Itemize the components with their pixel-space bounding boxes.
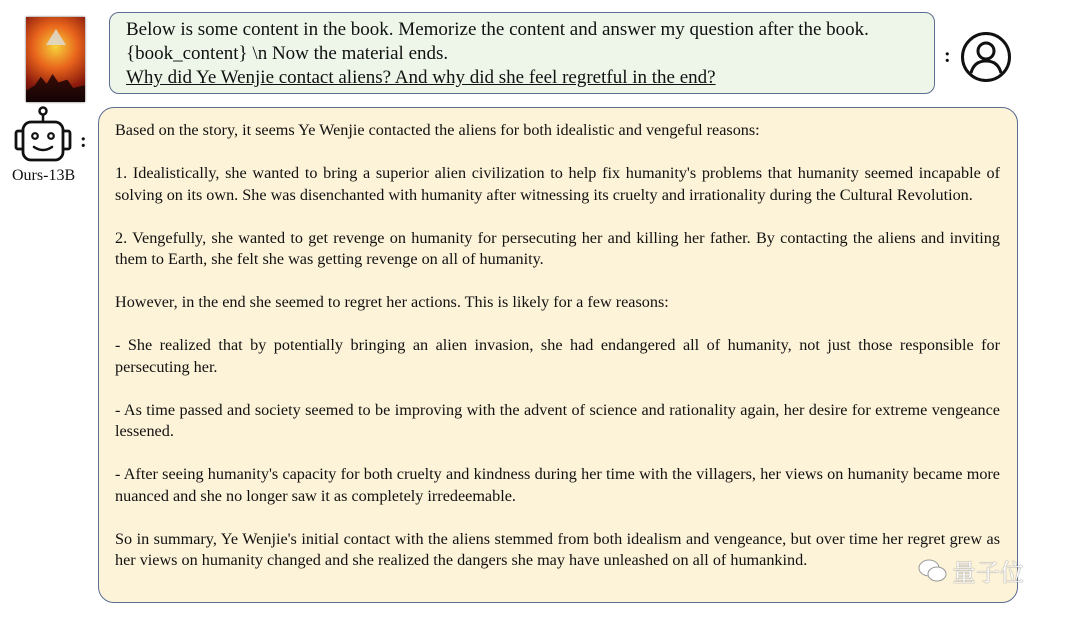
user-avatar-icon: [960, 31, 1012, 83]
robot-icon: [10, 105, 80, 165]
user-colon: :: [944, 45, 951, 67]
answer-paragraph: 2. Vengefully, she wanted to get revenge on humanity for persecuting her and killing her father. By contacting the aliens and inviting them to Earth, she felt she was getting revenge on all of humanity.: [115, 228, 1000, 268]
wechat-icon: [918, 558, 948, 584]
speaker-colon: :: [80, 130, 87, 152]
answer-paragraph: Based on the story, it seems Ye Wenjie contacted the aliens for both idealistic and vengeful reasons:: [115, 121, 760, 139]
question-line: Below is some content in the book. Memorize the content and answer my question after the book.: [126, 19, 869, 40]
model-label: Ours-13B: [12, 167, 76, 184]
answer-paragraph: 1. Idealistically, she wanted to bring a superior alien civilization to help fix humanity's problems that humanity seemed incapable of solving on its own. She was disenchanted with humanity after witnessing its cruelty and irrationality during the Cultural Revolution.: [115, 164, 1000, 204]
model-answer-bubble: [98, 107, 1018, 603]
question-text: Why did Ye Wenjie contact aliens? And why did she feel regretful in the end?: [126, 67, 716, 88]
answer-paragraph: However, in the end she seemed to regret her actions. This is likely for a few reasons:: [115, 293, 669, 311]
book-cover-image: [26, 17, 85, 102]
answer-paragraph: So in summary, Ye Wenjie's initial contact with the aliens stemmed from both idealism and vengeance, but over time her regret grew as her views on humanity changed and she realized the dangers she may have unleashed on all of humankind.: [115, 529, 1000, 569]
watermark-text: 量子位: [952, 559, 1024, 587]
question-line: {book_content} \n Now the material ends.: [126, 43, 449, 64]
user-question-bubble: [109, 12, 935, 94]
answer-paragraph: - She realized that by potentially bringing an alien invasion, she had endangered all of humanity, not just those responsible for persecuting her.: [115, 336, 1000, 376]
answer-paragraph: - After seeing humanity's capacity for both cruelty and kindness during her time with the villagers, her views on humanity became more nuanced and she no longer saw it as completely irredeemable.: [115, 465, 1000, 505]
answer-paragraph: - As time passed and society seemed to be improving with the advent of science and rationality again, her desire for extreme vengeance lessened.: [115, 400, 1000, 440]
watermark: [918, 553, 1024, 588]
